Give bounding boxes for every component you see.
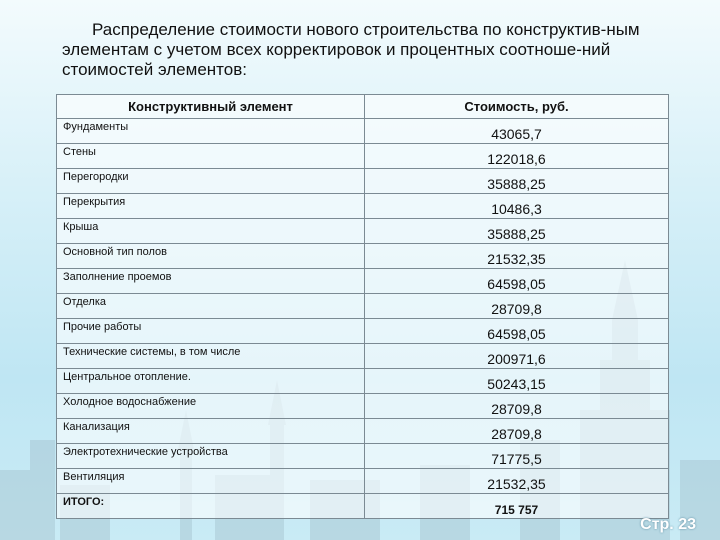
table-row — [57, 394, 669, 419]
element-cost: 64598,05 — [365, 269, 669, 294]
element-name: Заполнение проемов — [57, 269, 365, 294]
element-name: Перегородки — [57, 169, 365, 194]
element-cost: 64598,05 — [365, 319, 669, 344]
element-cost: 10486,3 — [365, 194, 669, 219]
element-name: Центральное отопление. — [57, 369, 365, 394]
table-row — [57, 294, 669, 319]
cost-table — [56, 94, 669, 519]
table-row — [57, 344, 669, 369]
element-cost: 50243,15 — [365, 369, 669, 394]
element-cost: 71775,5 — [365, 444, 669, 469]
table-row — [57, 369, 669, 394]
element-name: Стены — [57, 144, 365, 169]
table-row — [57, 219, 669, 244]
slide-title: Распределение стоимости нового строительства по конструктив-ным элементам с учетом всех корректировок и процентных соотноше-ний стоимостей элементов: — [62, 20, 640, 79]
element-name: Вентиляция — [57, 469, 365, 494]
column-header-element: Конструктивный элемент — [57, 95, 365, 119]
element-cost: 28709,8 — [365, 294, 669, 319]
table-row — [57, 119, 669, 144]
column-header-cost: Стоимость, руб. — [365, 95, 669, 119]
element-cost: 28709,8 — [365, 394, 669, 419]
element-cost: 35888,25 — [365, 219, 669, 244]
element-name: Канализация — [57, 419, 365, 444]
element-cost: 21532,35 — [365, 469, 669, 494]
table-row — [57, 144, 669, 169]
element-cost: 200971,6 — [365, 344, 669, 369]
element-name: Прочие работы — [57, 319, 365, 344]
element-cost: 28709,8 — [365, 419, 669, 444]
element-cost: 122018,6 — [365, 144, 669, 169]
element-name: Технические системы, в том числе — [57, 344, 365, 369]
element-name: Основной тип полов — [57, 244, 365, 269]
element-name: Электротехнические устройства — [57, 444, 365, 469]
element-name: Крыша — [57, 219, 365, 244]
element-cost: 21532,35 — [365, 244, 669, 269]
table-row — [57, 444, 669, 469]
element-name: Холодное водоснабжение — [57, 394, 365, 419]
element-cost: 43065,7 — [365, 119, 669, 144]
element-name: Перекрытия — [57, 194, 365, 219]
element-name: Фундаменты — [57, 119, 365, 144]
page-number: Стр. 23 — [640, 516, 696, 533]
table-row — [57, 469, 669, 494]
table-row — [57, 319, 669, 344]
element-name: Отделка — [57, 294, 365, 319]
total-value: 715 757 — [365, 494, 669, 519]
table-row — [57, 194, 669, 219]
total-row — [57, 494, 669, 519]
total-label: ИТОГО: — [57, 494, 365, 519]
table-row — [57, 419, 669, 444]
table-header-row — [57, 95, 669, 119]
table-row — [57, 269, 669, 294]
element-cost: 35888,25 — [365, 169, 669, 194]
table-row — [57, 244, 669, 269]
table-row — [57, 169, 669, 194]
